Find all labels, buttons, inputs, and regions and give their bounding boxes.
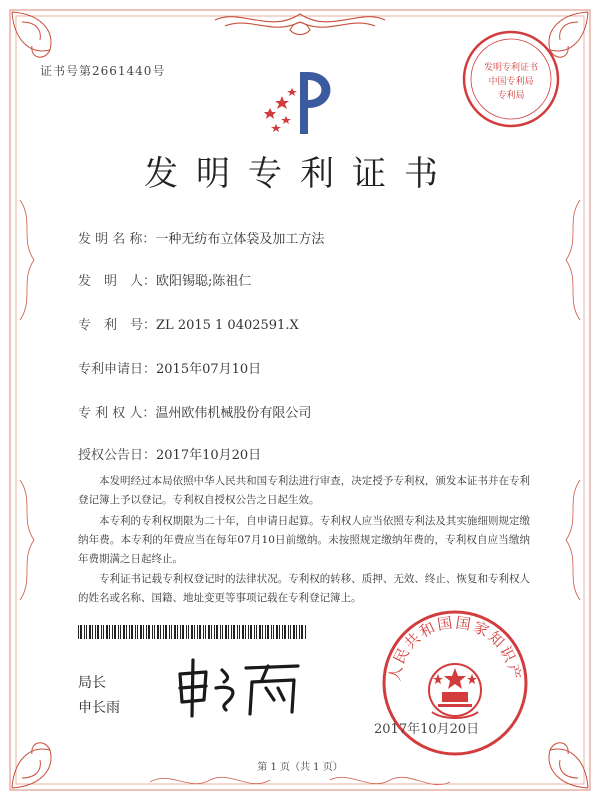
barcode-bar <box>259 625 261 639</box>
barcode-bar <box>165 625 167 639</box>
barcode-bar <box>103 625 104 639</box>
barcode-bar <box>290 625 291 639</box>
barcode-bar <box>129 625 130 639</box>
barcode-bar <box>288 625 289 639</box>
barcode-bar <box>123 625 125 639</box>
application-date-label: 专利申请日： <box>78 362 157 377</box>
barcode-bar <box>143 625 144 639</box>
barcode-bar <box>95 625 96 639</box>
field-invention-name <box>78 228 324 247</box>
barcode-bar <box>267 625 269 639</box>
barcode-bar <box>126 625 127 639</box>
barcode-bar <box>231 625 232 639</box>
barcode-bar <box>186 625 187 639</box>
barcode-bar <box>174 625 176 639</box>
barcode-bar <box>276 625 278 639</box>
barcode-bar <box>137 625 138 639</box>
barcode-bar <box>84 625 85 639</box>
barcode-bar <box>279 625 280 639</box>
barcode-bar <box>112 625 113 639</box>
barcode-bar <box>106 625 108 639</box>
barcode-bar <box>216 625 218 639</box>
barcode-bar <box>154 625 155 639</box>
barcode-bar <box>299 625 300 639</box>
field-patent-number <box>78 314 299 333</box>
barcode-bar <box>203 625 204 639</box>
barcode-bar <box>118 625 119 639</box>
field-application-date <box>78 358 261 377</box>
barcode-bar <box>254 625 255 639</box>
barcode-bar <box>188 625 189 639</box>
barcode-bar <box>214 625 215 639</box>
barcode-bar <box>78 625 79 639</box>
paragraph-3: 专利证书记载专利权登记时的法律状况。专利权的转移、质押、无效、终止、恢复和专利权人的姓名或名称、国籍、地址变更等事项记载在专利登记簿上。 <box>78 573 530 604</box>
patent-office-logo <box>256 68 346 138</box>
barcode-bar <box>233 625 235 639</box>
field-patentee <box>78 402 311 421</box>
barcode-bar <box>284 625 286 639</box>
patent-number-label: 专 利 号： <box>78 318 157 333</box>
paragraph-1: 本发明经过本局依照中华人民共和国专利法进行审查，决定授予专利权，颁发本证书并在专利登记簿上予以登记。专利权自授权公告之日起生效。 <box>78 475 530 506</box>
page-number: 第 1 页（共 1 页） <box>257 762 343 773</box>
barcode-bar <box>135 625 136 639</box>
barcode-bar <box>262 625 263 639</box>
barcode-bar <box>177 625 178 639</box>
paragraph-2: 本专利的专利权期限为二十年，自申请日起算。专利权人应当依照专利法及其实施细则规定缴纳年费。本专利的年费应当在每年07月10日前缴纳。未按照规定缴纳年费的，专利权自应当缴纳年费期满之日起终止。 <box>78 515 530 565</box>
barcode-bar <box>222 625 223 639</box>
barcode-bar <box>157 625 159 639</box>
barcode-bar <box>97 625 99 639</box>
barcode-bar <box>225 625 227 639</box>
small-seal-center: 中国专利局 <box>488 77 534 87</box>
barcode-bar <box>265 625 266 639</box>
barcode-bar <box>250 625 252 639</box>
barcode-bar <box>169 625 170 639</box>
barcode-bar <box>194 625 195 639</box>
barcode-bar <box>237 625 238 639</box>
inventor-label: 发 明 人： <box>78 274 157 289</box>
invention-name-label: 发 明 名 称： <box>78 232 156 247</box>
invention-name-value: 一种无纺布立体袋及加工方法 <box>155 232 325 247</box>
barcode <box>78 625 308 639</box>
barcode-bar <box>239 625 240 639</box>
barcode-bar <box>208 625 210 639</box>
barcode-bar <box>273 625 274 639</box>
barcode-bar <box>228 625 229 639</box>
barcode-bar <box>120 625 121 639</box>
barcode-bar <box>242 625 244 639</box>
barcode-bar <box>271 625 272 639</box>
barcode-bar <box>205 625 206 639</box>
small-seal-line1: 发明专利证书 <box>483 63 539 73</box>
barcode-bar <box>180 625 181 639</box>
barcode-bar <box>305 625 306 639</box>
barcode-bar <box>301 625 303 639</box>
barcode-bar <box>152 625 153 639</box>
field-inventor <box>78 270 251 289</box>
barcode-bar <box>146 625 147 639</box>
big-seal-ring-text: 人民共和国国家知识产 <box>385 613 525 683</box>
barcode-bar <box>296 625 297 639</box>
barcode-bar <box>92 625 93 639</box>
seal-date: 2017年10月20日 <box>374 722 480 737</box>
barcode-bar <box>256 625 257 639</box>
barcode-bar <box>101 625 102 639</box>
barcode-bar <box>86 625 87 639</box>
barcode-bar <box>282 625 283 639</box>
svg-text:中华人民共和国国家知识产权局 <box>380 608 524 682</box>
barcode-bar <box>114 625 116 639</box>
barcode-bar <box>163 625 164 639</box>
barcode-bar <box>220 625 221 639</box>
barcode-bar <box>293 625 295 639</box>
barcode-bar <box>140 625 142 639</box>
certificate-title: 发明专利证书 <box>144 154 456 194</box>
barcode-bar <box>160 625 161 639</box>
patentee-value: 温州欧伟机械股份有限公司 <box>155 406 312 421</box>
barcode-bar <box>245 625 246 639</box>
inventor-value: 欧阳锡聪;陈祖仁 <box>156 274 252 289</box>
grant-date-label: 授权公告日： <box>78 448 157 463</box>
small-seal-line2: 专利局 <box>497 91 525 101</box>
barcode-bar <box>182 625 184 639</box>
barcode-bar <box>211 625 212 639</box>
field-grant-date <box>78 444 261 463</box>
patentee-label: 专 利 权 人： <box>78 406 156 421</box>
director-signature <box>170 652 310 720</box>
barcode-bar <box>191 625 193 639</box>
barcode-bar <box>248 625 249 639</box>
director-name: 申长雨 <box>78 700 120 716</box>
barcode-bar <box>199 625 201 639</box>
director-title: 局长 <box>78 675 106 691</box>
barcode-bar <box>89 625 91 639</box>
small-seal-stamp <box>460 28 562 130</box>
barcode-bar <box>80 625 82 639</box>
barcode-bar <box>131 625 133 639</box>
barcode-bar <box>197 625 198 639</box>
grant-date-value: 2017年10月20日 <box>156 448 262 463</box>
certificate-number: 证书号第2661440号 <box>40 64 166 78</box>
application-date-value: 2015年07月10日 <box>156 362 262 377</box>
barcode-bar <box>148 625 150 639</box>
barcode-bar <box>171 625 172 639</box>
barcode-bar <box>109 625 110 639</box>
patent-number-value: ZL 2015 1 0402591.X <box>156 318 299 333</box>
